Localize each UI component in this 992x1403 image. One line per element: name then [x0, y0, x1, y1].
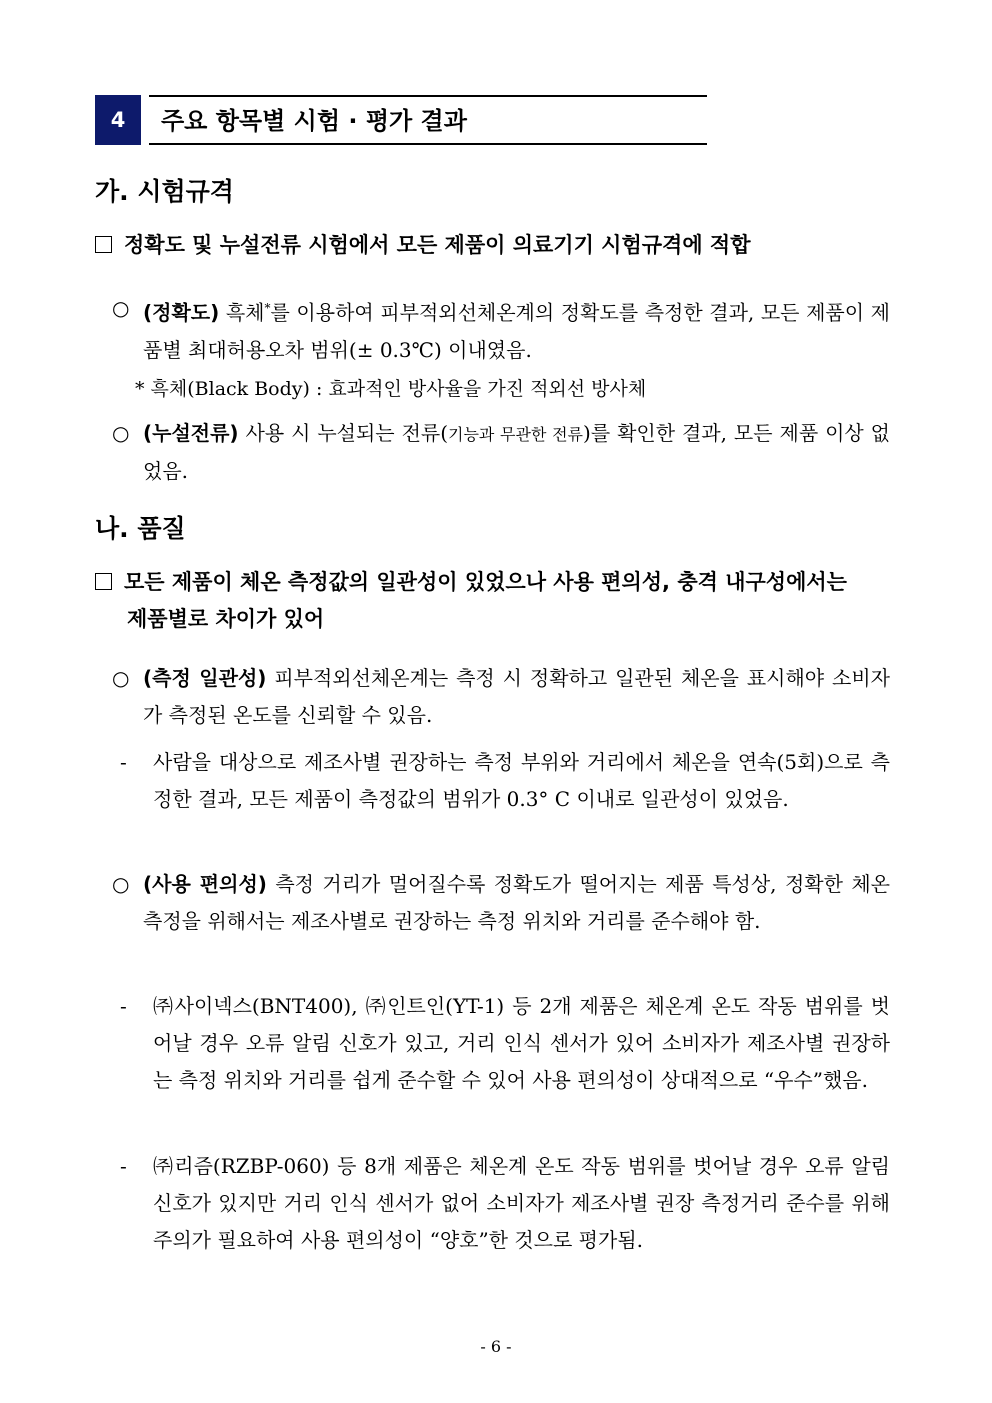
footnote-black-body: * 흑체(Black Body) : 효과적인 방사율을 가진 적외선 방사체 — [135, 378, 647, 400]
summary-quality: 모든 제품이 체온 측정값의 일관성이 있었으나 사용 편의성, 충격 내구성에서는 제품별로 차이가 있어 — [95, 564, 895, 638]
summary-test-standards: 정확도 및 누설전류 시험에서 모든 제품이 의료기기 시험규격에 적합 — [95, 227, 895, 264]
leakage-paragraph: ○ (누설전류) 사용 시 누설되는 전류(기능과 무관한 전류)를 확인한 결과, 모든 제품 이상 없었음. — [112, 415, 890, 490]
circle-bullet-icon: ○ — [112, 421, 130, 445]
consistency-detail: - 사람을 대상으로 제조사별 권장하는 측정 부위와 거리에서 체온을 연속(5회)으로 측정한 결과, 모든 제품이 측정값의 범위가 0.3° C 이내로 일관성이 있었음. — [120, 744, 890, 818]
usability-detail-good: - ㈜리즘(RZBP-060) 등 8개 제품은 체온계 온도 작동 범위를 벗어날 경우 오류 알림 신호가 있지만 거리 인식 센서가 없어 소비자가 제조사별 권장 측정거리 준수를 위해 주의가 필요하여 사용 편의성이 “양호”한 것으로 평가됨. — [120, 1148, 890, 1259]
dash-bullet: - — [120, 994, 127, 1018]
section-number: 4 — [95, 95, 141, 145]
accuracy-label: (정확도) — [143, 300, 220, 325]
usability-paragraph: ○ (사용 편의성) 측정 거리가 멀어질수록 정확도가 떨어지는 제품 특성상, 정확한 체온 측정을 위해서는 제조사별로 권장하는 측정 위치와 거리를 준수해야 함. — [112, 866, 890, 940]
heading-quality: 나. 품질 — [95, 514, 186, 543]
circle-bullet-icon: ○ — [112, 296, 130, 320]
checkbox-square-icon — [95, 573, 112, 590]
consistency-label: (측정 일관성) — [143, 666, 267, 690]
circle-bullet-icon: ○ — [112, 666, 130, 690]
heading-test-standards: 가. 시험규격 — [95, 177, 234, 206]
usability-detail-excellent: - ㈜사이넥스(BNT400), ㈜인트인(YT-1) 등 2개 제품은 체온계 온도 작동 범위를 벗어날 경우 오류 알림 신호가 있고, 거리 인식 센서가 있어 소비자가 제조사별 권장하는 측정 위치와 거리를 쉽게 준수할 수 있어 사용 편의성이 상대적으로 “우수”했음. — [120, 988, 890, 1099]
checkbox-square-icon — [95, 236, 112, 253]
consistency-paragraph: ○ (측정 일관성) 피부적외선체온계는 측정 시 정확하고 일관된 체온을 표시해야 소비자가 측정된 온도를 신뢰할 수 있음. — [112, 660, 890, 734]
section-header — [95, 95, 707, 145]
dash-bullet: - — [120, 1154, 127, 1178]
circle-bullet-icon: ○ — [112, 872, 130, 896]
usability-label: (사용 편의성) — [143, 872, 267, 896]
dash-bullet: - — [120, 750, 127, 774]
section-title: 주요 항목별 시험 · 평가 결과 — [149, 95, 707, 145]
leakage-label: (누설전류) — [143, 421, 239, 445]
footnote-marker: * — [264, 301, 271, 315]
accuracy-paragraph: ○ (정확도) 흑체*를 이용하여 피부적외선체온계의 정확도를 측정한 결과, 모든 제품이 제품별 최대허용오차 범위(± 0.3℃) 이내였음. — [112, 290, 890, 369]
page-number: - 6 - — [480, 1337, 512, 1356]
